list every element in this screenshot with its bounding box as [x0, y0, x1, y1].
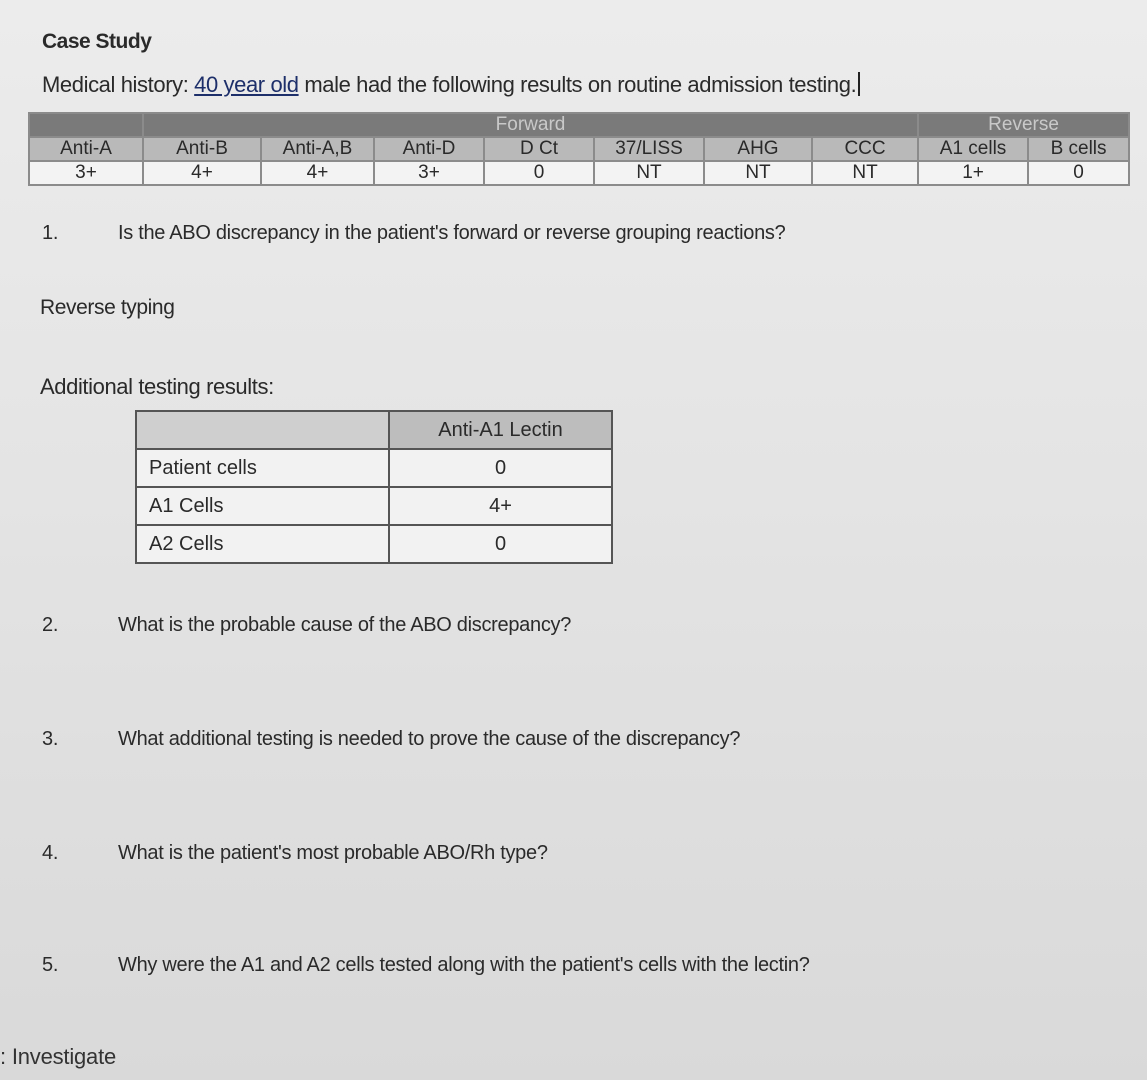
value-cell: 3+: [374, 161, 484, 185]
header-cell: AHG: [704, 137, 812, 161]
header-cell: 37/LISS: [594, 137, 704, 161]
answer-1[interactable]: Reverse typing: [40, 296, 175, 319]
header-cell: Anti-A: [29, 137, 143, 161]
column-header-row: [29, 137, 1129, 161]
question-number: 2.: [42, 614, 59, 636]
group-header-row: [29, 113, 1129, 137]
value-cell: 0: [484, 161, 594, 185]
question-text: What is the patient's most probable ABO/Rh type?: [118, 842, 548, 864]
value-cell: 4+: [261, 161, 374, 185]
history-age-underlined: 40 year old: [194, 72, 299, 97]
header-cell: B cells: [1028, 137, 1129, 161]
value-cell: 3+: [29, 161, 143, 185]
header-cell: CCC: [812, 137, 918, 161]
forward-group-label: Forward: [143, 113, 918, 137]
lectin-header-row: [136, 411, 612, 449]
value-cell: 4+: [143, 161, 261, 185]
additional-testing-heading: Additional testing results:: [40, 374, 274, 399]
question-number: 3.: [42, 728, 59, 750]
question-text: Why were the A1 and A2 cells tested along with the patient's cells with the lectin?: [118, 954, 810, 976]
header-cell: Anti-A,B: [261, 137, 374, 161]
value-row: [29, 161, 1129, 185]
value-cell: 0: [1028, 161, 1129, 185]
lectin-row-label: A1 Cells: [136, 487, 389, 525]
lectin-row: [136, 449, 612, 487]
header-cell: Anti-B: [143, 137, 261, 161]
value-cell: NT: [594, 161, 704, 185]
lectin-row-value: 0: [389, 525, 612, 563]
page-title: Case Study: [42, 30, 152, 53]
question-text: Is the ABO discrepancy in the patient's forward or reverse grouping reactions?: [118, 222, 786, 244]
lectin-row: [136, 487, 612, 525]
lectin-blank-cell: [136, 411, 389, 449]
value-cell: NT: [812, 161, 918, 185]
value-cell: 1+: [918, 161, 1028, 185]
history-prefix: Medical history:: [42, 72, 195, 97]
question-text: What additional testing is needed to prove the cause of the discrepancy?: [118, 728, 741, 750]
lectin-table: [135, 410, 613, 564]
question-number: 1.: [42, 222, 59, 244]
results-table: [28, 112, 1130, 186]
value-cell: NT: [704, 161, 812, 185]
lectin-row-label: A2 Cells: [136, 525, 389, 563]
question-number: 4.: [42, 842, 59, 864]
reverse-group-label: Reverse: [918, 113, 1129, 137]
lectin-row: [136, 525, 612, 563]
header-cell: D Ct: [484, 137, 594, 161]
history-suffix: male had the following results on routine admission testing.: [298, 72, 857, 97]
blank-group-cell: [29, 113, 143, 137]
question-text: What is the probable cause of the ABO discrepancy?: [118, 614, 572, 636]
medical-history[interactable]: [42, 72, 860, 98]
text-cursor: [858, 72, 860, 96]
lectin-header: Anti-A1 Lectin: [389, 411, 612, 449]
header-cell: A1 cells: [918, 137, 1028, 161]
lectin-row-value: 0: [389, 449, 612, 487]
lectin-row-value: 4+: [389, 487, 612, 525]
lectin-row-label: Patient cells: [136, 449, 389, 487]
question-number: 5.: [42, 954, 59, 976]
header-cell: Anti-D: [374, 137, 484, 161]
investigate-label[interactable]: : Investigate: [0, 1044, 117, 1069]
